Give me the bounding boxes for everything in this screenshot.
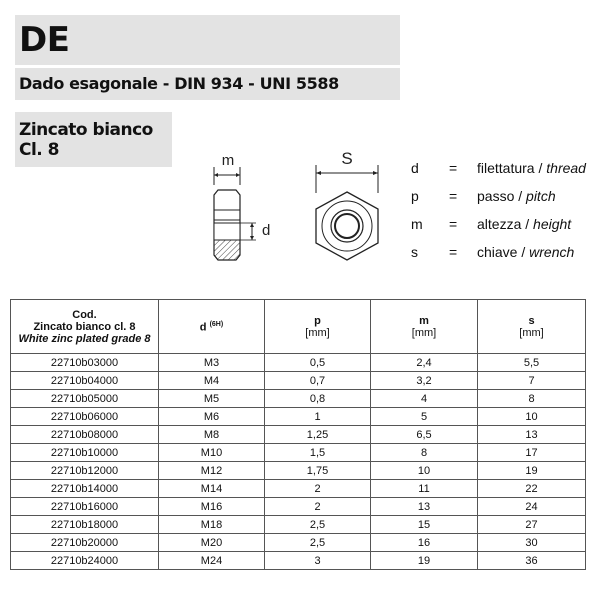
finish-line-1: Zincato bianco xyxy=(19,120,153,140)
cell-thread: M14 xyxy=(159,480,265,498)
cell-pitch: 0,7 xyxy=(265,372,371,390)
legend-symbol: s xyxy=(411,244,418,260)
cell-thread: M20 xyxy=(159,534,265,552)
cell-pitch: 1,5 xyxy=(265,444,371,462)
cell-height: 2,4 xyxy=(371,354,478,372)
legend-italian: filettatura / xyxy=(477,160,547,176)
header-pitch: p [mm] xyxy=(265,300,371,354)
cell-pitch: 0,5 xyxy=(265,354,371,372)
header-code: Cod. Zincato bianco cl. 8 White zinc plated grade 8 xyxy=(11,300,159,354)
cell-wrench: 30 xyxy=(478,534,586,552)
cell-pitch: 2 xyxy=(265,480,371,498)
nut-side-view xyxy=(214,152,270,260)
cell-wrench: 22 xyxy=(478,480,586,498)
legend-english: pitch xyxy=(526,188,556,204)
legend-italian: passo / xyxy=(477,188,527,204)
cell-code: 22710b10000 xyxy=(11,444,159,462)
table-row xyxy=(11,516,586,534)
cell-wrench: 27 xyxy=(478,516,586,534)
cell-wrench: 7 xyxy=(478,372,586,390)
table-row xyxy=(11,372,586,390)
cell-thread: M10 xyxy=(159,444,265,462)
product-code: DE xyxy=(19,20,70,60)
cell-code: 22710b03000 xyxy=(11,354,159,372)
legend-symbol: m xyxy=(411,216,423,232)
table-row xyxy=(11,480,586,498)
cell-wrench: 8 xyxy=(478,390,586,408)
table-row xyxy=(11,408,586,426)
cell-code: 22710b20000 xyxy=(11,534,159,552)
cell-thread: M5 xyxy=(159,390,265,408)
table-row xyxy=(11,552,586,570)
s-dimension-label: S xyxy=(341,149,353,168)
cell-wrench: 24 xyxy=(478,498,586,516)
table-row xyxy=(11,444,586,462)
cell-height: 6,5 xyxy=(371,426,478,444)
cell-height: 5 xyxy=(371,408,478,426)
legend-equals: = xyxy=(449,216,458,232)
cell-code: 22710b08000 xyxy=(11,426,159,444)
header-thread: d $^{(6H)}$ xyxy=(159,300,265,354)
cell-pitch: 2,5 xyxy=(265,534,371,552)
cell-wrench: 36 xyxy=(478,552,586,570)
legend-english: height xyxy=(533,216,572,232)
cell-code: 22710b16000 xyxy=(11,498,159,516)
cell-thread: M12 xyxy=(159,462,265,480)
cell-thread: M24 xyxy=(159,552,265,570)
cell-pitch: 3 xyxy=(265,552,371,570)
cell-code: 22710b04000 xyxy=(11,372,159,390)
cell-height: 13 xyxy=(371,498,478,516)
m-dimension-label: m xyxy=(221,152,235,169)
cell-wrench: 19 xyxy=(478,462,586,480)
cell-thread: M3 xyxy=(159,354,265,372)
cell-height: 8 xyxy=(371,444,478,462)
legend-english: wrench xyxy=(529,244,575,260)
cell-height: 16 xyxy=(371,534,478,552)
cell-thread: M16 xyxy=(159,498,265,516)
legend-equals: = xyxy=(449,160,458,176)
legend-symbol: d xyxy=(411,160,419,176)
legend-italian: chiave / xyxy=(477,244,530,260)
cell-wrench: 10 xyxy=(478,408,586,426)
cell-thread: M4 xyxy=(159,372,265,390)
header-wrench: s [mm] xyxy=(478,300,586,354)
cell-code: 22710b05000 xyxy=(11,390,159,408)
cell-thread: M8 xyxy=(159,426,265,444)
cell-height: 10 xyxy=(371,462,478,480)
product-code-banner xyxy=(15,15,400,65)
cell-pitch: 0,8 xyxy=(265,390,371,408)
table-body xyxy=(11,354,586,570)
cell-code: 22710b14000 xyxy=(11,480,159,498)
table-row xyxy=(11,498,586,516)
cell-pitch: 1,25 xyxy=(265,426,371,444)
legend-symbol: p xyxy=(411,188,419,204)
finish-line-2: Cl. 8 xyxy=(19,140,60,160)
header-height: m [mm] xyxy=(371,300,478,354)
cell-pitch: 1 xyxy=(265,408,371,426)
cell-wrench: 5,5 xyxy=(478,354,586,372)
cell-height: 19 xyxy=(371,552,478,570)
legend-english: thread xyxy=(546,160,586,176)
cell-height: 15 xyxy=(371,516,478,534)
table-row xyxy=(11,390,586,408)
product-subtitle: Dado esagonale - DIN 934 - UNI 5588 xyxy=(19,74,339,93)
nut-front-view xyxy=(316,149,378,260)
cell-height: 11 xyxy=(371,480,478,498)
cell-pitch: 2 xyxy=(265,498,371,516)
sizes-table xyxy=(10,299,586,570)
product-subtitle-banner xyxy=(15,68,400,100)
cell-code: 22710b12000 xyxy=(11,462,159,480)
legend-equals: = xyxy=(449,188,458,204)
cell-height: 4 xyxy=(371,390,478,408)
cell-height: 3,2 xyxy=(371,372,478,390)
cell-thread: M18 xyxy=(159,516,265,534)
cell-pitch: 2,5 xyxy=(265,516,371,534)
cell-wrench: 13 xyxy=(478,426,586,444)
finish-banner xyxy=(15,112,172,167)
cell-code: 22710b06000 xyxy=(11,408,159,426)
cell-code: 22710b18000 xyxy=(11,516,159,534)
hex-nut-drawing xyxy=(190,145,395,275)
table-row xyxy=(11,354,586,372)
table-header-row xyxy=(11,300,586,354)
cell-pitch: 1,75 xyxy=(265,462,371,480)
table-row xyxy=(11,534,586,552)
table-row xyxy=(11,426,586,444)
cell-wrench: 17 xyxy=(478,444,586,462)
d-dimension-label: d xyxy=(262,222,271,239)
cell-code: 22710b24000 xyxy=(11,552,159,570)
legend-equals: = xyxy=(449,244,458,260)
cell-thread: M6 xyxy=(159,408,265,426)
table-row xyxy=(11,462,586,480)
legend-italian: altezza / xyxy=(477,216,534,232)
